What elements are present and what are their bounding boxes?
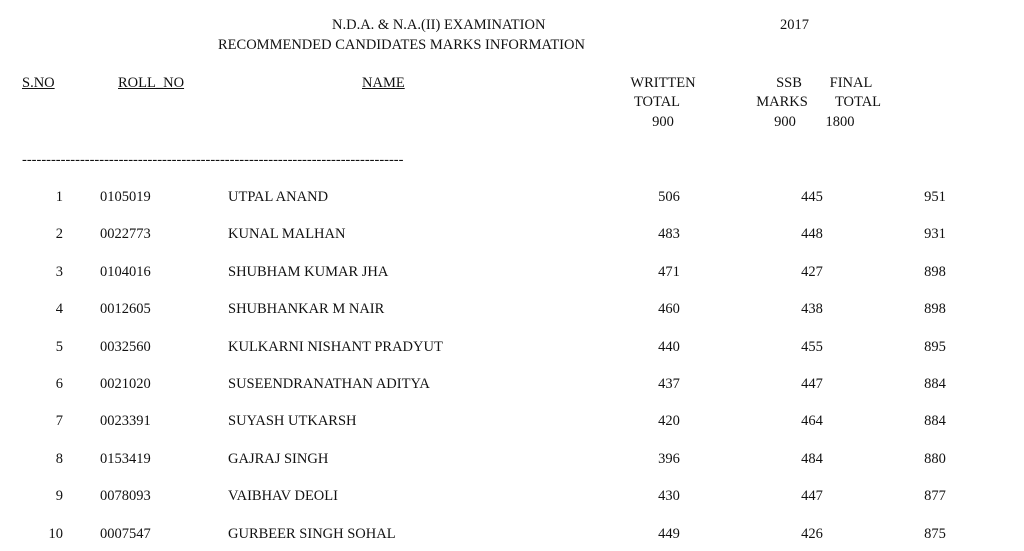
- cell-written: 471: [658, 263, 680, 280]
- table-row: [0, 487, 1024, 507]
- col-header-ssb-max: 900: [774, 114, 796, 130]
- cell-roll: 0153419: [100, 450, 151, 467]
- cell-sno: 2: [55, 226, 63, 243]
- cell-roll: 0021020: [100, 376, 151, 392]
- cell-sno: 3: [55, 263, 63, 280]
- cell-name: VAIBHAV DEOLI: [228, 488, 338, 505]
- page-subtitle: RECOMMENDED CANDIDATES MARKS INFORMATION: [218, 37, 585, 53]
- cell-final: 877: [924, 488, 946, 505]
- exam-title: N.D.A. & N.A.(II) EXAMINATION: [332, 17, 546, 33]
- cell-ssb: 484: [801, 450, 823, 467]
- table-row: [0, 188, 1024, 208]
- cell-written: 483: [658, 226, 680, 243]
- col-header-roll: ROLL_NO: [118, 75, 185, 91]
- cell-sno: 7: [55, 413, 63, 430]
- cell-name: KUNAL MALHAN: [228, 226, 346, 243]
- cell-final: 951: [924, 189, 946, 205]
- col-header-final-line2: TOTAL: [834, 94, 882, 110]
- cell-roll: 0105019: [100, 189, 151, 205]
- cell-name: KULKARNI NISHANT PRADYUT: [228, 338, 443, 355]
- cell-name: UTPAL ANAND: [228, 189, 329, 205]
- cell-written: 460: [658, 301, 680, 318]
- cell-ssb: 447: [801, 488, 823, 505]
- cell-sno: 4: [55, 301, 63, 318]
- col-header-final-max: 1800: [825, 114, 855, 130]
- col-header-ssb-line1: SSB: [776, 75, 802, 91]
- cell-ssb: 448: [801, 226, 823, 243]
- cell-final: 931: [924, 226, 946, 243]
- cell-sno: 9: [55, 488, 63, 505]
- cell-name: GAJRAJ SINGH: [228, 450, 329, 467]
- cell-sno: 1: [55, 189, 63, 205]
- cell-roll: 0078093: [100, 488, 151, 505]
- table-row: [0, 525, 1024, 545]
- cell-final: 898: [924, 263, 946, 280]
- col-header-written-line2: TOTAL: [633, 94, 681, 110]
- cell-sno: 10: [48, 525, 63, 542]
- cell-name: SUSEENDRANATHAN ADITYA: [228, 376, 430, 392]
- col-header-final-line1: FINAL: [829, 75, 873, 91]
- cell-final: 884: [924, 376, 946, 392]
- table-row: [0, 300, 1024, 320]
- exam-year: 2017: [780, 17, 809, 33]
- cell-ssb: 455: [801, 338, 823, 355]
- cell-written: 430: [658, 488, 680, 505]
- cell-roll: 0023391: [100, 413, 151, 430]
- cell-sno: 6: [55, 376, 63, 392]
- table-row: [0, 338, 1024, 358]
- table-row: [0, 225, 1024, 245]
- col-header-written-line1: WRITTEN: [630, 75, 696, 91]
- cell-final: 880: [924, 450, 946, 467]
- cell-ssb: 464: [801, 413, 823, 430]
- table-row: [0, 450, 1024, 470]
- cell-roll: 0007547: [100, 525, 151, 542]
- col-header-name: NAME: [362, 75, 405, 91]
- cell-roll: 0032560: [100, 338, 151, 355]
- cell-name: SHUBHAM KUMAR JHA: [228, 263, 389, 280]
- cell-ssb: 438: [801, 301, 823, 318]
- cell-ssb: 445: [801, 189, 823, 205]
- cell-sno: 5: [55, 338, 63, 355]
- separator-line: -------------------------------------------------------------------------------: [22, 152, 404, 168]
- cell-ssb: 447: [801, 376, 823, 392]
- cell-ssb: 426: [801, 525, 823, 542]
- cell-final: 895: [924, 338, 946, 355]
- table-row: [0, 375, 1024, 395]
- cell-ssb: 427: [801, 263, 823, 280]
- cell-roll: 0012605: [100, 301, 151, 318]
- table-row: [0, 263, 1024, 283]
- cell-written: 440: [658, 338, 680, 355]
- cell-roll: 0104016: [100, 263, 151, 280]
- cell-written: 506: [658, 189, 680, 205]
- cell-written: 437: [658, 376, 680, 392]
- col-header-written-max: 900: [652, 114, 674, 130]
- cell-written: 396: [658, 450, 680, 467]
- col-header-ssb-line2: MARKS: [756, 94, 808, 110]
- cell-final: 898: [924, 301, 946, 318]
- table-row: [0, 412, 1024, 432]
- cell-written: 449: [658, 525, 680, 542]
- cell-sno: 8: [55, 450, 63, 467]
- col-header-sno: S.NO: [22, 75, 55, 91]
- cell-name: GURBEER SINGH SOHAL: [228, 525, 396, 542]
- cell-roll: 0022773: [100, 226, 151, 243]
- cell-name: SUYASH UTKARSH: [228, 413, 357, 430]
- cell-final: 875: [924, 525, 946, 542]
- cell-name: SHUBHANKAR M NAIR: [228, 301, 385, 318]
- cell-written: 420: [658, 413, 680, 430]
- cell-final: 884: [924, 413, 946, 430]
